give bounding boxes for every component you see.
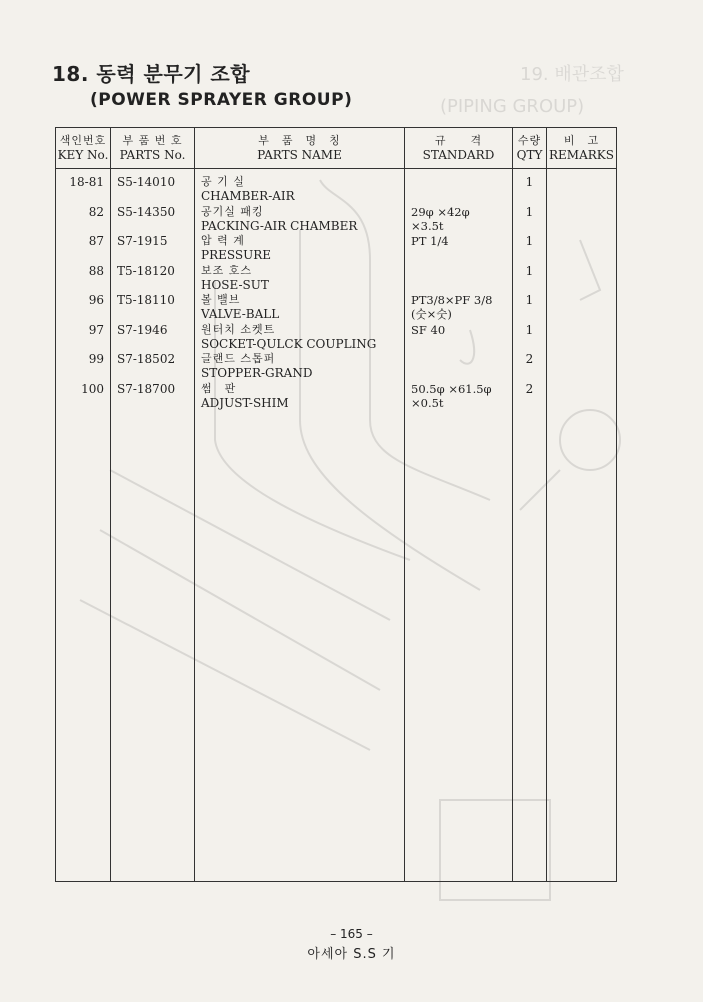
header-name (195, 128, 405, 169)
key-no: 99 (88, 352, 104, 366)
part-name-en: ADJUST-SHIM (201, 395, 289, 410)
page-number: – 165 – (330, 927, 373, 941)
header-name-en: PARTS NAME (257, 148, 342, 162)
part-no: S7-18700 (117, 381, 176, 396)
part-name-ko: 볼 밸브 (201, 293, 241, 306)
part-name (195, 382, 404, 412)
standard (405, 293, 512, 323)
part-name-en: CHAMBER-AIR (201, 189, 295, 203)
standard (405, 323, 512, 353)
part-name (195, 234, 404, 264)
svg-text:19. 배관조합: 19. 배관조합 (520, 64, 624, 85)
standard-line-2: ×0.5t (411, 395, 444, 410)
part-no: S7-18502 (117, 352, 176, 366)
standard-line-1: PT 1/4 (411, 234, 449, 248)
qty: 1 (525, 322, 534, 337)
key-no: 97 (88, 322, 104, 337)
header-qty-ko: 수량 (517, 134, 542, 147)
part-name-en: VALVE-BALL (201, 307, 280, 321)
header-key-en: KEY No. (57, 148, 109, 162)
part-name-ko: 공 기 실 (201, 175, 245, 188)
header-key-ko: 색인번호 (59, 134, 107, 147)
standard-line-1: PT3/8×PF 3/8 (411, 293, 493, 307)
part-no: S7-1946 (117, 322, 168, 337)
qty: 1 (525, 293, 534, 307)
name-column (195, 169, 405, 882)
qty: 1 (525, 263, 534, 278)
part-name (195, 205, 404, 235)
key-no: 87 (88, 234, 104, 248)
part-name (195, 175, 404, 205)
standard-column (405, 169, 513, 882)
header-part-ko: 부 품 번 호 (122, 134, 183, 147)
part-name-en: SOCKET-QULCK COUPLING (201, 336, 377, 351)
header-remarks-ko: 비 고 (563, 134, 600, 147)
qty: 1 (525, 175, 534, 189)
part-name (195, 293, 404, 323)
header-standard-en: STANDARD (422, 148, 495, 162)
standard-line-2: ×3.5t (411, 218, 444, 233)
header-remarks (547, 128, 617, 169)
part-name-en: PRESSURE (201, 248, 272, 262)
qty: 1 (525, 204, 534, 219)
header-qty-en: QTY (516, 148, 543, 162)
header-name-ko: 부 품 명 칭 (258, 134, 341, 147)
part-no: S7-1915 (117, 234, 168, 248)
part-name-en: STOPPER-GRAND (201, 366, 313, 380)
part-no: S5-14350 (117, 204, 176, 219)
qty: 2 (525, 381, 534, 396)
key-column (56, 169, 111, 882)
part-name (195, 323, 404, 353)
remarks-column (547, 169, 617, 882)
parts-table (55, 127, 617, 882)
part-name-ko: 보조 호스 (201, 263, 253, 277)
standard (405, 205, 512, 235)
part-name-ko: 썸 판 (201, 381, 237, 395)
standard (405, 382, 512, 412)
page-title-english: (POWER SPRAYER GROUP) (90, 90, 353, 110)
company-name: 아세아 S.S 기 (307, 947, 396, 962)
standard (405, 234, 512, 264)
standard (405, 175, 512, 205)
header-part (111, 128, 195, 169)
header-remarks-en: REMARKS (549, 148, 614, 162)
standard (405, 352, 512, 382)
header-key (56, 128, 111, 169)
part-name-ko: 원터치 소켓트 (201, 322, 276, 336)
part-name-ko: 공기실 패킹 (201, 204, 264, 218)
qty: 1 (525, 234, 534, 248)
key-no: 88 (88, 263, 104, 278)
header-standard (405, 128, 513, 169)
key-no: 82 (88, 204, 104, 219)
table-header-row (56, 128, 617, 169)
part-no: T5-18120 (117, 263, 175, 278)
qty: 2 (525, 352, 534, 366)
part-no: S5-14010 (117, 175, 176, 189)
part-name-ko: 글랜드 스톱퍼 (201, 352, 276, 365)
page-title-korean: 18. 동력 분무기 조합 (52, 62, 251, 86)
header-part-en: PARTS No. (119, 148, 186, 162)
standard (405, 264, 512, 294)
part-name-en: PACKING-AIR CHAMBER (201, 218, 358, 233)
table-body-row (56, 169, 617, 882)
part-no: T5-18110 (117, 293, 175, 307)
part-name (195, 352, 404, 382)
part-name-ko: 압 력 계 (201, 234, 245, 247)
svg-text:(PIPING GROUP): (PIPING GROUP) (440, 96, 585, 117)
header-qty (513, 128, 547, 169)
key-no: 100 (81, 381, 104, 396)
standard-line-1: SF 40 (411, 322, 446, 337)
header-standard-ko: 규 격 (434, 134, 483, 147)
standard-line-1: 50.5φ ×61.5φ (411, 381, 492, 396)
key-no: 96 (88, 293, 104, 307)
qty-column (513, 169, 547, 882)
part-column (111, 169, 195, 882)
standard-line-2: (숫×숫) (411, 307, 452, 321)
part-name (195, 264, 404, 294)
key-no: 18-81 (69, 175, 104, 189)
part-name-en: HOSE-SUT (201, 277, 269, 292)
standard-line-1: 29φ ×42φ (411, 204, 470, 219)
